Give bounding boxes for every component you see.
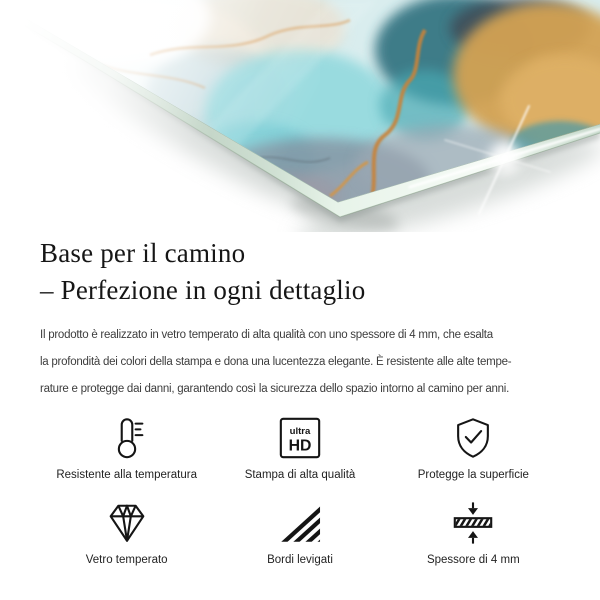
white-fade-overlay [0, 0, 320, 232]
ultra-hd-text-bottom: HD [288, 436, 312, 454]
page-title [40, 235, 560, 309]
title-line-1: Base per il camino [40, 238, 246, 268]
feature-print-quality [213, 414, 386, 481]
description-line: la profondità dei colori della stampa e dona una lucentezza elegante. È resistente alle alte tempe- [40, 356, 512, 368]
feature-label: Vetro temperato [85, 554, 168, 566]
thermometer-icon [104, 414, 150, 461]
product-image [0, 0, 600, 232]
ultra-hd-icon [277, 414, 323, 461]
shield-check-icon [450, 414, 496, 461]
feature-temperature [40, 414, 213, 481]
feature-thickness [387, 499, 560, 566]
feature-label: Spessore di 4 mm [426, 554, 520, 566]
product-description [40, 322, 560, 403]
glass-panel-illustration [0, 0, 600, 232]
diamond-icon [104, 499, 150, 546]
description-line: rature e protegge dai danni, garantendo così la sicurezza dello spazio intorno al camino per anni. [40, 383, 510, 395]
polished-edges-icon [277, 499, 323, 546]
feature-polished-edges [213, 499, 386, 566]
feature-protection [387, 414, 560, 481]
feature-label: Bordi levigati [267, 554, 333, 566]
description-line: Il prodotto è realizzato in vetro temperato di alta qualità con uno spessore di 4 mm, che esalta [40, 329, 493, 341]
title-line-2: – Perfezione in ogni dettaglio [40, 275, 366, 305]
ultra-hd-text-top: ultra [289, 425, 311, 437]
thickness-icon [450, 499, 496, 546]
feature-label: Stampa di alta qualità [244, 469, 356, 481]
feature-label: Protegge la superficie [417, 469, 529, 481]
feature-grid [40, 414, 560, 566]
feature-tempered-glass [40, 499, 213, 566]
feature-label: Resistente alla temperatura [56, 469, 197, 481]
